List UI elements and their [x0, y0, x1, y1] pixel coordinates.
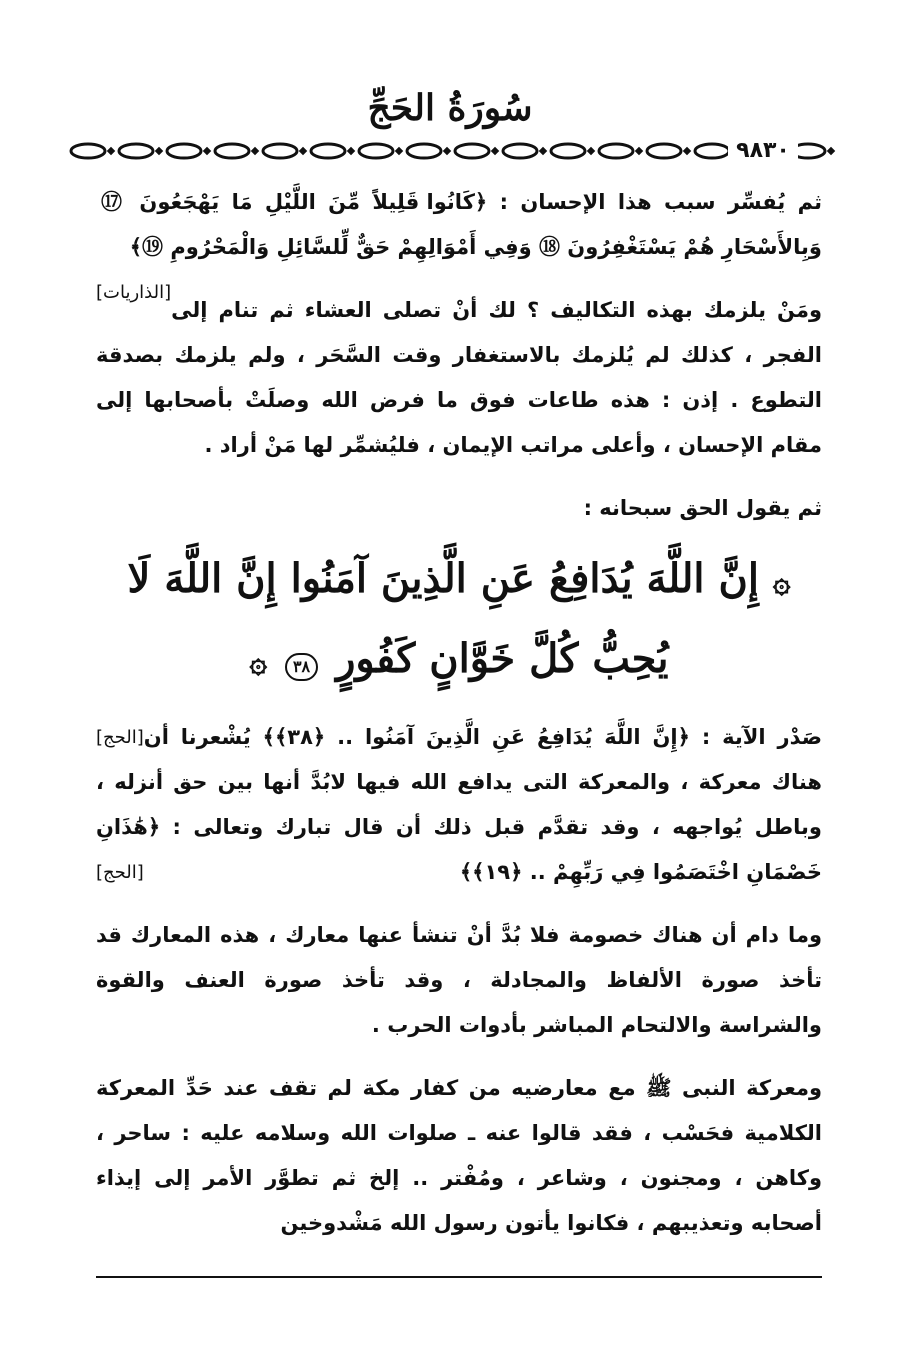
chain-diamond	[491, 147, 499, 155]
paragraph-3: ثم يقول الحق سبحانه :	[583, 496, 822, 520]
chain-link	[71, 144, 105, 158]
chain-link	[167, 144, 201, 158]
paragraph-6: ومعركة النبى ﷺ مع معارضيه من كفار مكة لم تقف عند حَدِّ المعركة الكلامية فحَسْب ، فقد قالوا عنه ـ صلوات الله وسلامه عليه : ساحر ، وكاهن ، ومجنون ، وشاعر ، ومُفْتر .. إلخ ثم تطوَّر الأمر إلى إيذاء أصحابه وتعذيبهم ، فكانوا يأتون رسول الله مَشْدوخين	[96, 1076, 822, 1235]
paragraph-2: ومَنْ يلزمك بهذه التكاليف ؟ لك أنْ تصلى العشاء ثم تنام إلى الفجر ، كذلك لم يُلزمك بالاستغفار وقت السَّحَر ، ولم يلزمك بصدقة التطوع . إذن : هذه طاعات فوق ما فرض الله وصلَتْ بأصحابها إلى مقام الإحسان ، وأعلى مراتب الإيمان ، فليُشمِّر لها مَنْ أراد .	[96, 298, 822, 457]
chain-diamond	[107, 147, 115, 155]
chain-link	[119, 144, 153, 158]
verse-source: [الحج]	[96, 727, 144, 748]
quran-verse-quote: ﴿كَانُوا قَلِيلاً مِّنَ اللَّيْلِ مَا يَهْجَعُونَ ⑰ وَبِالأَسْحَارِ هُمْ يَسْتَغْفِرُونَ ⑱ وَفِي أَمْوَالِهِمْ حَقٌّ لِّلسَّائِلِ وَالْمَحْرُومِ ⑲﴾	[96, 190, 822, 259]
main-verse-text: إِنَّ اللَّهَ يُدَافِعُ عَنِ الَّذِينَ آمَنُوا إِنَّ اللَّهَ لَا يُحِبُّ كُلَّ خَوَّانٍ كَفُورٍ	[127, 555, 759, 682]
chain-link	[551, 144, 585, 158]
quran-verse-quote: ﴿إِنَّ اللَّهَ يُدَافِعُ عَنِ الَّذِينَ آمَنُوا .. ﴿٣٨﴾﴾	[262, 725, 690, 749]
page-body	[96, 180, 822, 1264]
paragraph-text: يُشْعرنا أن هناك معركة ، والمعركة التى يدافع الله فيها لابُدَّ أنها بين حق أنزله ، وباطل يُواجهه ، وقد تقدَّم قبل ذلك أن قال تبارك وتعالى :	[96, 725, 822, 839]
chain-diamond	[587, 147, 595, 155]
ornamental-chain-divider	[66, 138, 836, 164]
paragraph-lead: ثم يُفسِّر سبب هذا الإحسان :	[487, 190, 822, 214]
page-number: ٩٨٣٠	[728, 136, 798, 166]
chain-diamond	[203, 147, 211, 155]
quran-verse-quote-2: ﴿هَٰذَانِ خَصْمَانِ اخْتَصَمُوا فِي رَبِّهِمْ .. ﴿١٩﴾﴾	[96, 815, 822, 884]
paragraph-1	[96, 180, 822, 303]
chain-link	[215, 144, 249, 158]
surah-title: سُورَةُ الحَجِّ	[367, 87, 533, 129]
chain-link	[647, 144, 681, 158]
bottom-divider	[96, 1276, 822, 1278]
paragraph-4	[96, 715, 822, 895]
chain-link	[695, 144, 729, 158]
chain-link	[599, 144, 633, 158]
chain-diamond	[251, 147, 259, 155]
chain-diamond	[443, 147, 451, 155]
chain-diamond	[827, 147, 835, 155]
chain-link	[311, 144, 345, 158]
paragraph-5: وما دام أن هناك خصومة فلا بُدَّ أنْ تنشأ عنها معارك ، هذه المعارك قد تأخذ صورة الألفاظ والمجادلة ، وقد تأخذ صورة العنف والقوة والشراسة والالتحام المباشر بأدوات الحرب .	[96, 923, 822, 1037]
chain-diamond	[539, 147, 547, 155]
verse-source: [الذاريات]	[96, 282, 172, 303]
verse-source-2: [الحج]	[96, 862, 144, 883]
verse-open-ornament: ۞	[772, 565, 791, 600]
chain-link	[407, 144, 441, 158]
chain-diamond	[683, 147, 691, 155]
chain-link	[263, 144, 297, 158]
verse-close-ornament: ۞	[249, 645, 268, 680]
chain-diamond	[347, 147, 355, 155]
chain-link	[359, 144, 393, 158]
chain-link	[455, 144, 489, 158]
ayah-number-badge: ٣٨	[285, 653, 318, 681]
main-quran-verse	[96, 541, 822, 701]
chain-diamond	[299, 147, 307, 155]
chain-link	[503, 144, 537, 158]
paragraph-lead: صَدْر الآية :	[689, 725, 823, 749]
chain-diamond	[395, 147, 403, 155]
chain-diamond	[635, 147, 643, 155]
chain-diamond	[155, 147, 163, 155]
